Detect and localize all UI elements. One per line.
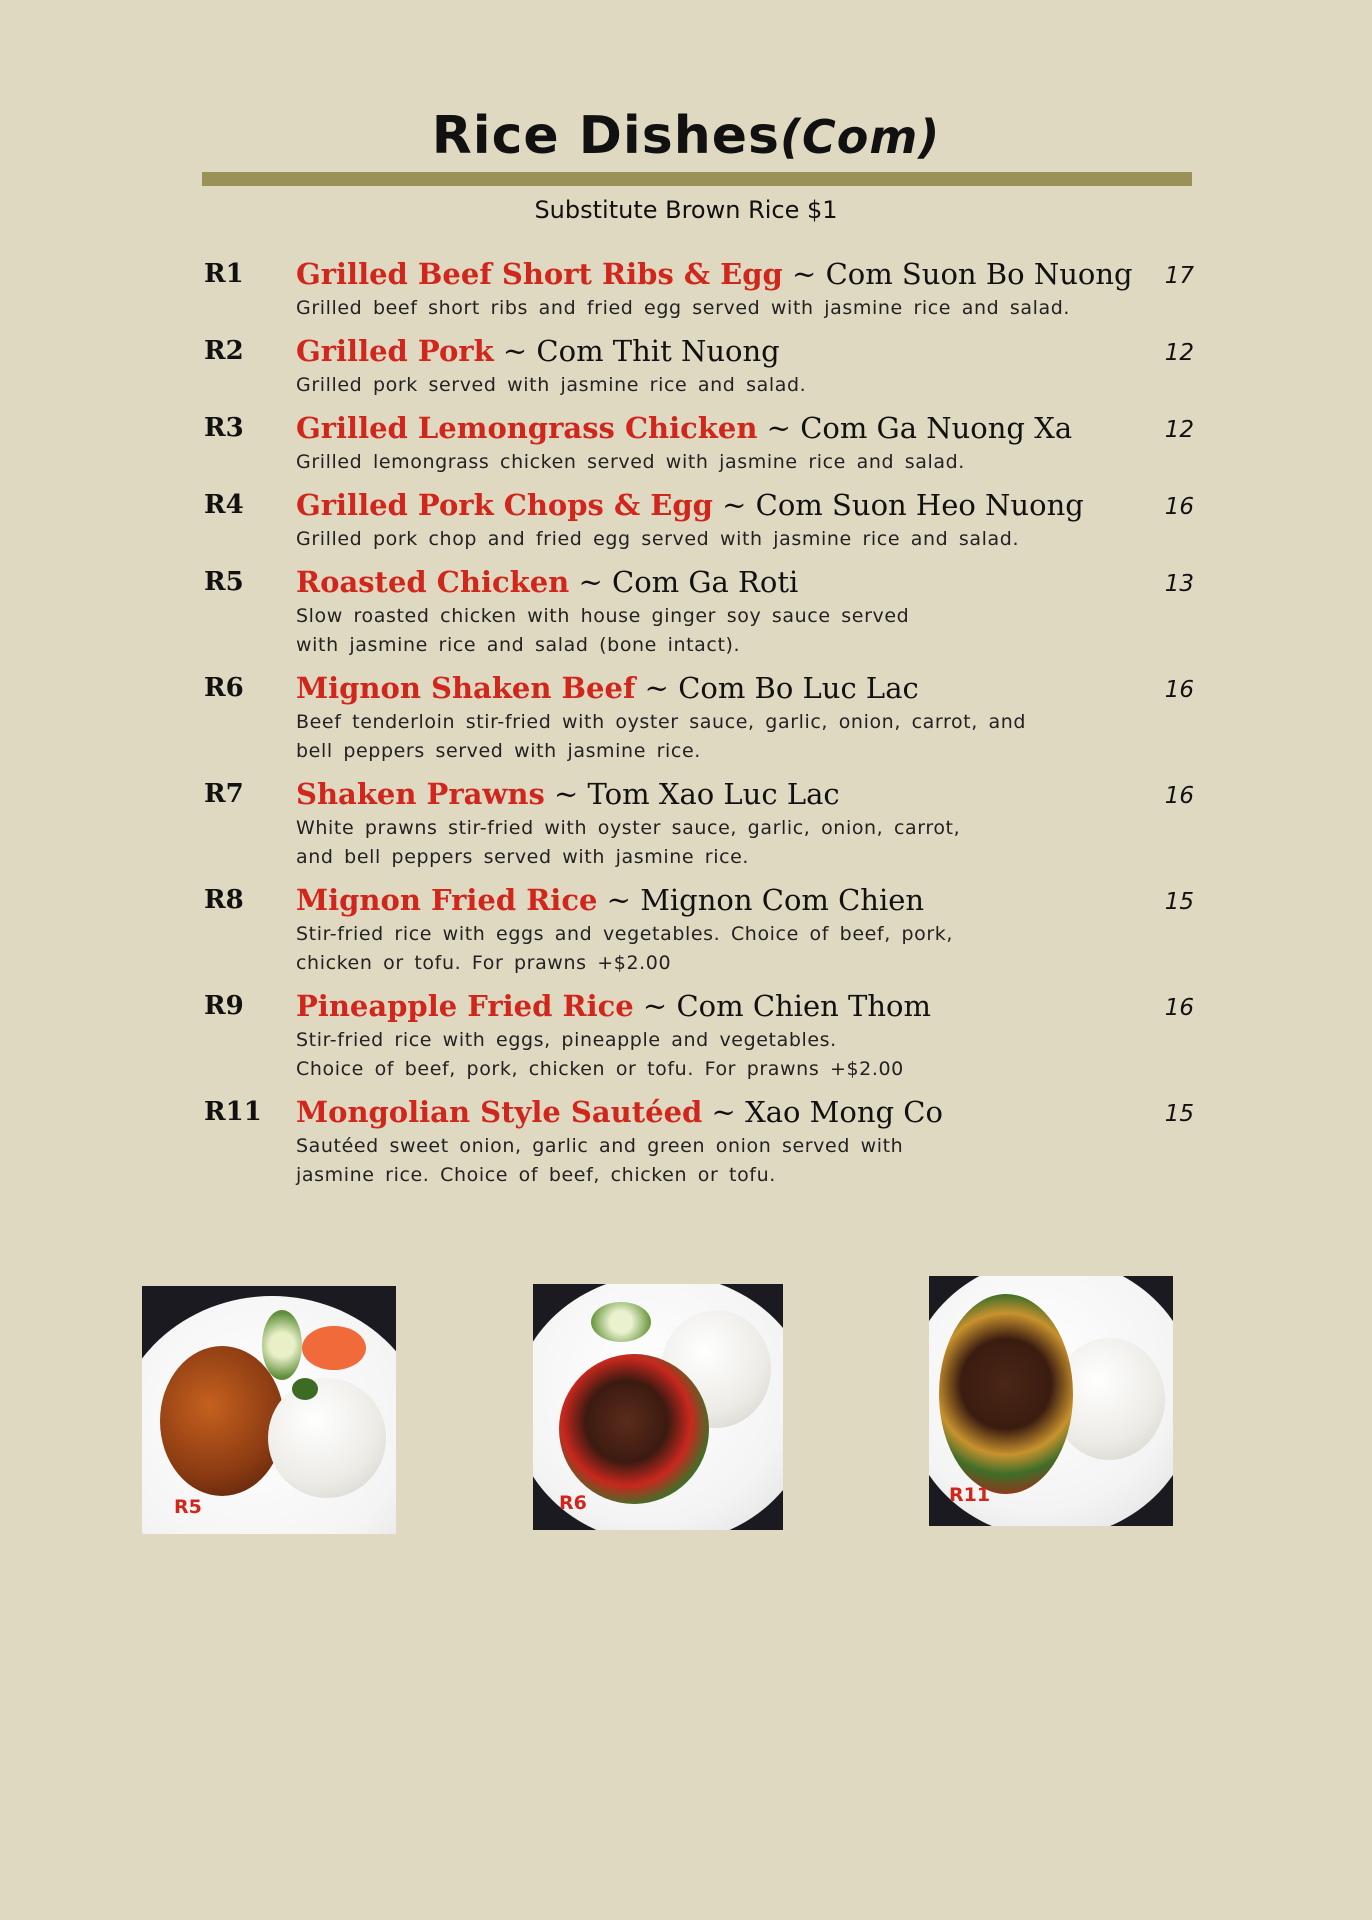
roasted-chicken — [160, 1346, 284, 1496]
item-price: 16 — [1164, 494, 1194, 520]
item-code: R1 — [204, 259, 244, 289]
item-separator: ~ — [606, 883, 631, 917]
herb-garnish — [292, 1378, 318, 1400]
item-vietnamese-name: Com Ga Roti — [612, 565, 799, 599]
item-price: 13 — [1164, 571, 1194, 597]
item-code: R6 — [204, 673, 244, 703]
item-vietnamese-name: Mignon Com Chien — [640, 883, 925, 917]
menu-list — [204, 254, 1194, 1198]
item-english-name: Mignon Fried Rice — [296, 883, 598, 917]
item-name-line — [296, 986, 1194, 1026]
item-separator: ~ — [578, 565, 603, 599]
item-separator: ~ — [644, 671, 669, 705]
item-code: R9 — [204, 991, 244, 1021]
item-english-name: Mignon Shaken Beef — [296, 671, 636, 705]
item-name-line — [296, 774, 1194, 814]
item-description: Slow roasted chicken with house ginger soy sauce served with jasmine rice and salad (bone intact). — [296, 605, 910, 656]
menu-item — [204, 485, 1194, 562]
item-code: R2 — [204, 336, 244, 366]
item-price: 16 — [1164, 995, 1194, 1021]
title-main: Rice Dishes — [431, 106, 780, 166]
item-code: R11 — [204, 1097, 262, 1127]
item-price: 12 — [1164, 340, 1194, 366]
item-code: R4 — [204, 490, 244, 520]
item-separator: ~ — [711, 1095, 736, 1129]
brown-rice-note: Substitute Brown Rice $1 — [534, 196, 838, 224]
photo-label: R5 — [174, 1496, 202, 1518]
item-vietnamese-name: Com Thit Nuong — [536, 334, 780, 368]
item-name-line — [296, 1092, 1194, 1132]
tomato-garnish — [302, 1326, 366, 1370]
item-separator: ~ — [766, 411, 791, 445]
item-vietnamese-name: Com Bo Luc Lac — [678, 671, 919, 705]
item-english-name: Pineapple Fried Rice — [296, 989, 634, 1023]
menu-item — [204, 1092, 1194, 1198]
item-description: Stir-fried rice with eggs, pineapple and vegetables. Choice of beef, pork, chicken or tofu. For prawns +$2.00 — [296, 1029, 904, 1080]
item-code: R7 — [204, 779, 244, 809]
item-english-name: Grilled Beef Short Ribs & Egg — [296, 257, 783, 291]
item-english-name: Grilled Lemongrass Chicken — [296, 411, 758, 445]
dish-photo-r6 — [533, 1284, 783, 1530]
item-price: 12 — [1164, 417, 1194, 443]
item-description: Sautéed sweet onion, garlic and green onion served with jasmine rice. Choice of beef, chicken or tofu. — [296, 1135, 904, 1186]
page-title — [0, 104, 1372, 169]
menu-item — [204, 331, 1194, 408]
item-name-line — [296, 408, 1194, 448]
item-english-name: Roasted Chicken — [296, 565, 570, 599]
item-vietnamese-name: Xao Mong Co — [745, 1095, 943, 1129]
item-name-line — [296, 254, 1194, 294]
mongolian-beef — [939, 1294, 1073, 1494]
photo-label: R6 — [559, 1492, 587, 1514]
item-vietnamese-name: Com Chien Thom — [676, 989, 931, 1023]
item-vietnamese-name: Com Ga Nuong Xa — [800, 411, 1073, 445]
dish-photo-r5 — [142, 1286, 396, 1534]
photo-label: R11 — [949, 1484, 991, 1506]
item-separator: ~ — [642, 989, 668, 1023]
item-price: 16 — [1164, 677, 1194, 703]
cucumber-garnish — [262, 1310, 302, 1380]
item-english-name: Grilled Pork — [296, 334, 494, 368]
item-price: 17 — [1164, 263, 1194, 289]
item-name-line — [296, 668, 1194, 708]
item-price: 15 — [1164, 889, 1194, 915]
item-english-name: Grilled Pork Chops & Egg — [296, 488, 713, 522]
item-vietnamese-name: Com Suon Heo Nuong — [755, 488, 1084, 522]
item-name-line — [296, 331, 1194, 371]
shaken-beef — [559, 1354, 709, 1504]
menu-item — [204, 774, 1194, 880]
item-name-line — [296, 880, 1194, 920]
item-price: 16 — [1164, 783, 1194, 809]
item-description: Grilled beef short ribs and fried egg served with jasmine rice and salad. — [296, 297, 1071, 319]
item-code: R8 — [204, 885, 244, 915]
item-separator: ~ — [792, 257, 817, 291]
menu-item — [204, 986, 1194, 1092]
item-vietnamese-name: Com Suon Bo Nuong — [825, 257, 1133, 291]
title-divider — [202, 172, 1192, 186]
item-price: 15 — [1164, 1101, 1194, 1127]
item-description: Grilled pork chop and fried egg served with jasmine rice and salad. — [296, 528, 1020, 550]
item-english-name: Mongolian Style Sautéed — [296, 1095, 703, 1129]
item-description: Grilled pork served with jasmine rice and salad. — [296, 374, 807, 396]
item-code: R3 — [204, 413, 244, 443]
item-separator: ~ — [722, 488, 747, 522]
item-separator: ~ — [554, 777, 579, 811]
item-description: Beef tenderloin stir-fried with oyster sauce, garlic, onion, carrot, and bell peppers served with jasmine rice. — [296, 711, 1027, 762]
title-italic: (Com) — [779, 110, 941, 164]
item-name-line — [296, 485, 1194, 525]
item-english-name: Shaken Prawns — [296, 777, 545, 811]
menu-item — [204, 254, 1194, 331]
item-description: White prawns stir-fried with oyster sauce, garlic, onion, carrot, and bell peppers served with jasmine rice. — [296, 817, 961, 868]
item-code: R5 — [204, 567, 244, 597]
menu-item — [204, 408, 1194, 485]
menu-item — [204, 562, 1194, 668]
item-vietnamese-name: Tom Xao Luc Lac — [587, 777, 840, 811]
cucumber-garnish — [591, 1302, 651, 1342]
menu-item — [204, 668, 1194, 774]
item-separator: ~ — [502, 334, 528, 368]
rice-mound — [268, 1378, 386, 1498]
menu-item — [204, 880, 1194, 986]
item-description: Grilled lemongrass chicken served with jasmine rice and salad. — [296, 451, 965, 473]
dish-photo-r11 — [929, 1276, 1173, 1526]
item-name-line — [296, 562, 1194, 602]
item-description: Stir-fried rice with eggs and vegetables. Choice of beef, pork, chicken or tofu. For prawns +$2.00 — [296, 923, 954, 974]
